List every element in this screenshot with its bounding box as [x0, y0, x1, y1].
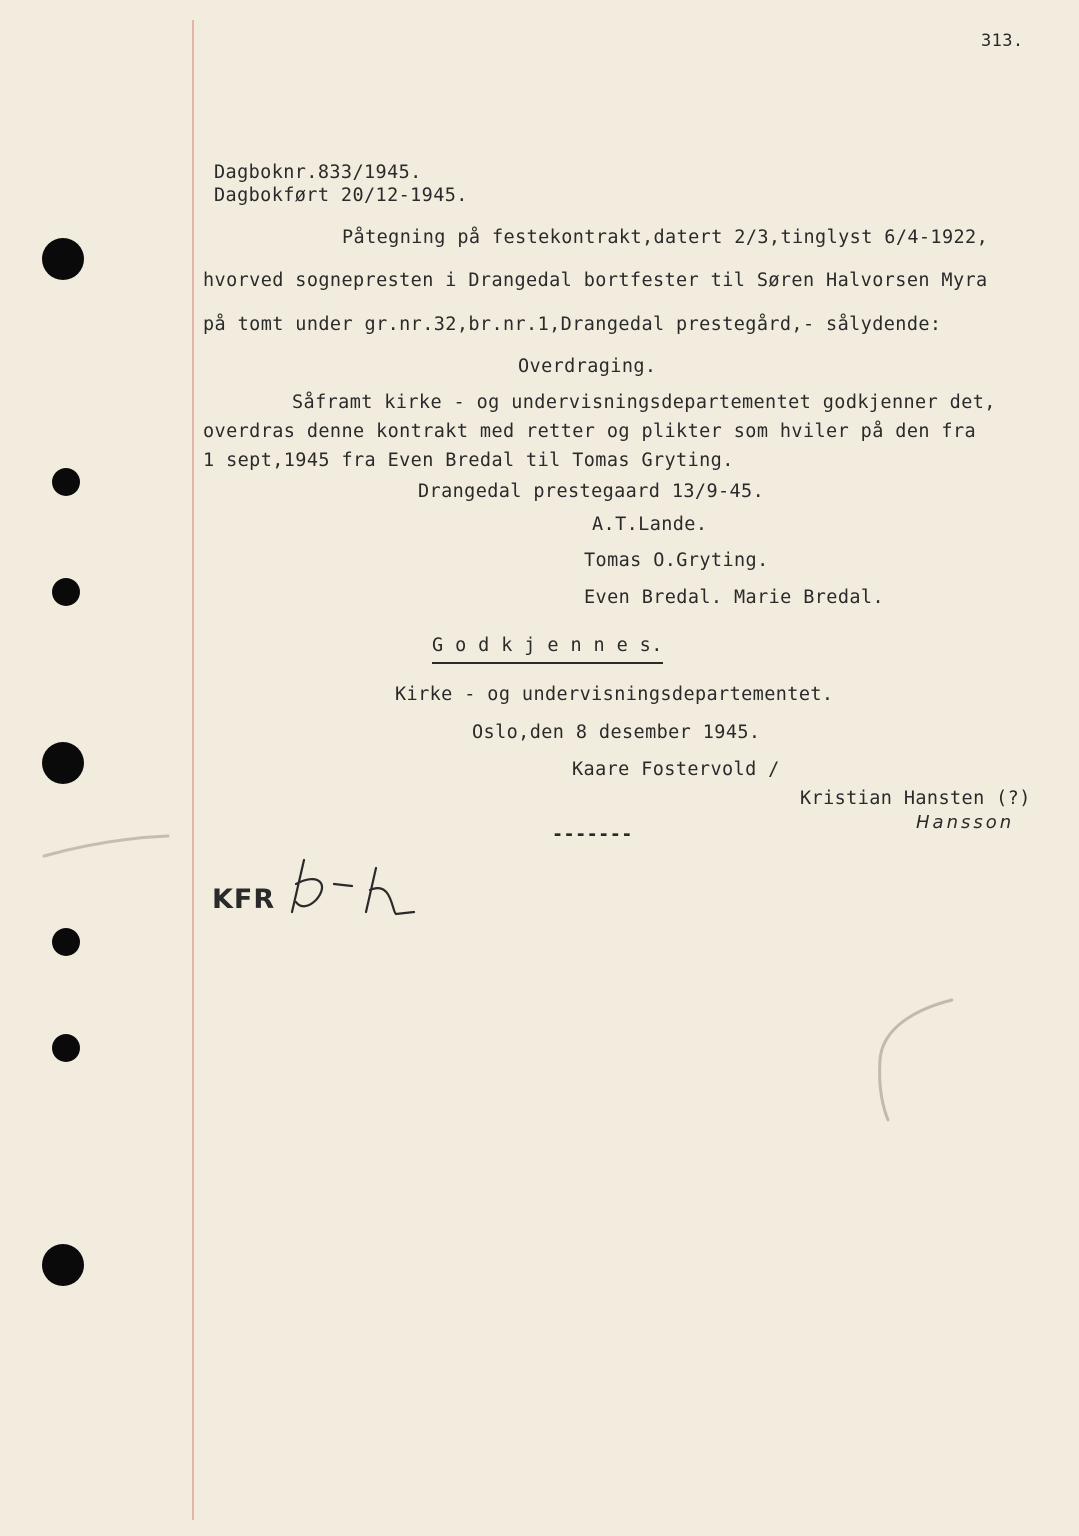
- approval-heading: G o d k j e n n e s.: [432, 637, 663, 664]
- place-date: Drangedal prestegaard 13/9-45.: [418, 481, 765, 502]
- body-line-2: hvorved sognepresten i Drangedal bortfester til Søren Halvorsen Myra: [203, 270, 988, 291]
- signature-lande: A.T.Lande.: [592, 514, 708, 535]
- pencil-stroke: [44, 836, 168, 856]
- department: Kirke - og undervisningsdepartementet.: [395, 684, 834, 705]
- handwritten-correction: Hansson: [916, 812, 1015, 833]
- pencil-curve: [880, 1000, 952, 1120]
- stamp-kfr: KFR: [212, 884, 276, 915]
- separator: -------: [552, 824, 633, 845]
- oslo-date: Oslo,den 8 desember 1945.: [472, 722, 761, 743]
- signature-gryting: Tomas O.Gryting.: [584, 550, 769, 571]
- paragraph-line-2: overdras denne kontrakt med retter og plikter som hviler på den fra: [203, 421, 977, 442]
- paragraph-line-1: Såframt kirke - og undervisningsdepartementet godkjenner det,: [292, 392, 996, 413]
- section-heading: Overdraging.: [518, 356, 657, 377]
- signature-fostervold: Kaare Fostervold /: [572, 759, 780, 780]
- signature-bredal: Even Bredal. Marie Bredal.: [584, 587, 884, 608]
- body-line-1: Påtegning på festekontrakt,datert 2/3,tinglyst 6/4-1922,: [342, 227, 989, 248]
- body-line-3: på tomt under gr.nr.32,br.nr.1,Drangedal prestegård,- sålydende:: [203, 314, 942, 335]
- dagboknr: Dagboknr.833/1945.: [214, 162, 422, 183]
- dagbokfort: Dagbokført 20/12-1945.: [214, 185, 468, 206]
- signature-hansten: Kristian Hansten (?): [800, 788, 1031, 809]
- page-number: 313.: [981, 31, 1024, 51]
- handwritten-initials: [292, 860, 414, 914]
- paragraph-line-3: 1 sept,1945 fra Even Bredal til Tomas Gryting.: [203, 450, 734, 471]
